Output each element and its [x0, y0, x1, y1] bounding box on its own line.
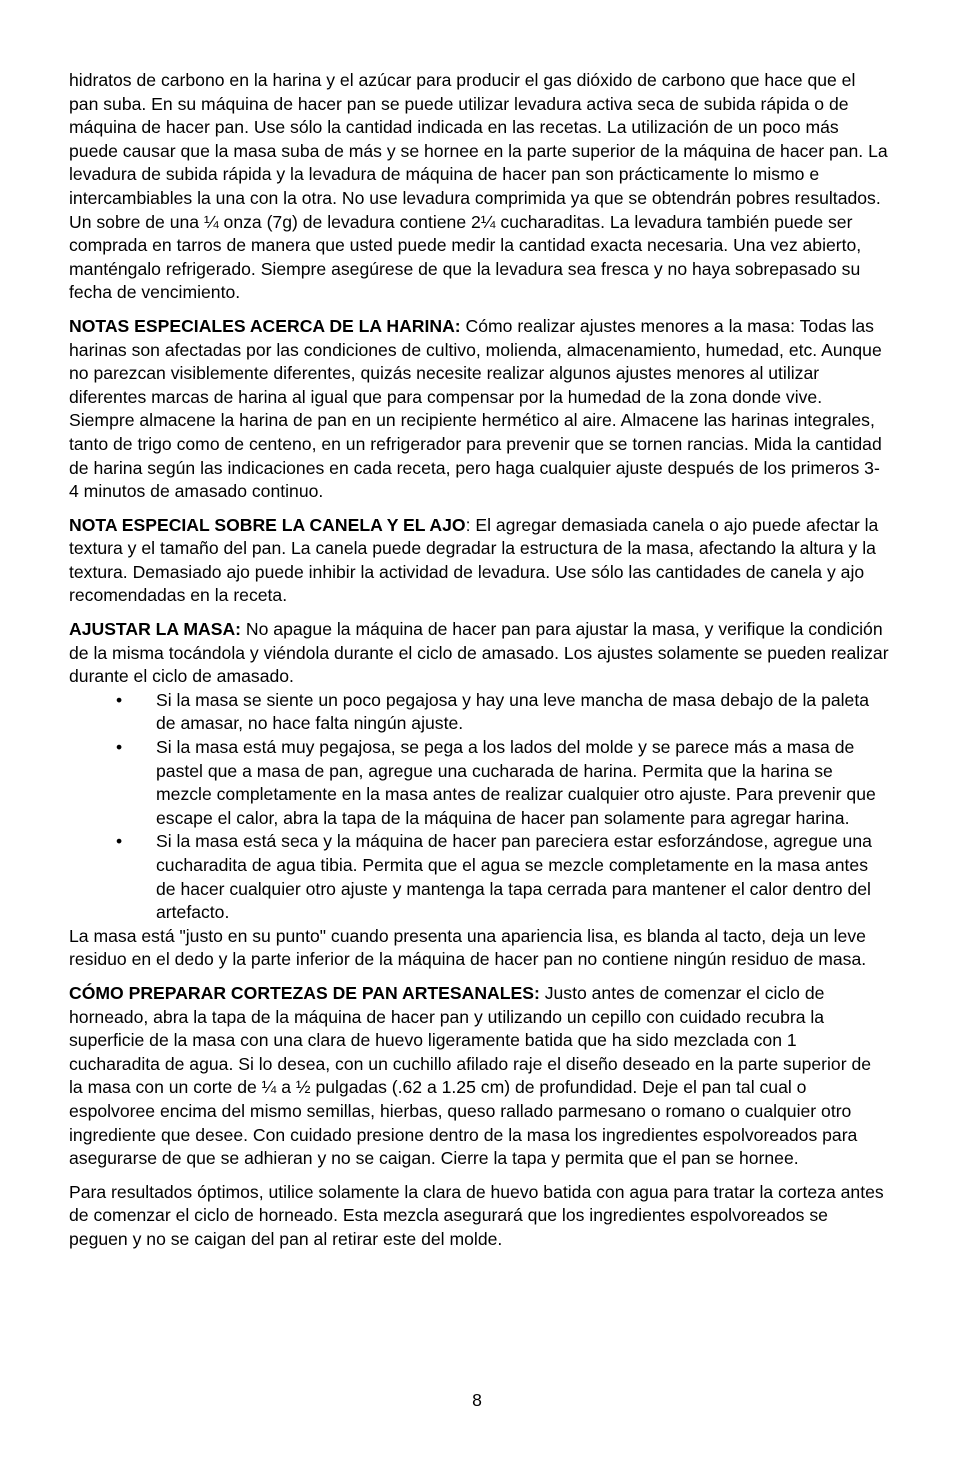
manual-page-body	[69, 69, 889, 1262]
section-harina	[69, 315, 889, 504]
section-heading-ajustar-masa: AJUSTAR LA MASA:	[69, 619, 242, 640]
section-heading-harina: NOTAS ESPECIALES ACERCA DE LA HARINA:	[69, 315, 461, 336]
section-body-harina: Cómo realizar ajustes menores a la masa: Todas las harinas son afectadas por las condiciones de cultivo, molienda, almacenamiento, humedad, etc. Aunque no parezcan visiblemente diferentes, quizás necesite realizar algunos ajustes menores al utilizar diferentes marcas de harina al igual que para compensar por la humedad de la zona donde vive. Siempre almacene la harina de pan en un recipiente hermético al aire. Almacene las harinas integrales, tanto de trigo como de centeno, en un refrigerador para prevenir que se tornen rancias. Mida la cantidad de harina según las indicaciones en cada receta, pero haga cualquier ajuste después de los primeros 3-4 minutos de amasado continuo.	[69, 315, 882, 502]
list-item-text: Si la masa está seca y la máquina de hacer pan pareciera estar esforzándose, agregue una cucharadita de agua tibia. Permita que el agua se mezcle completamente en la masa antes de hacer cualquier otro ajuste y mantenga la tapa cerrada para mantener el calor dentro del artefacto.	[156, 831, 872, 923]
paragraph-resultados-optimos: Para resultados óptimos, utilice solamente la clara de huevo batida con agua para tratar la corteza antes de comenzar el ciclo de horneado. Esta mezcla asegurará que los ingredientes espolvoreados se peguen y no se caigan del pan al retirar este del molde.	[69, 1181, 884, 1249]
list-item	[69, 830, 889, 924]
list-item	[69, 736, 889, 830]
bullet-list-ajustes	[69, 689, 889, 925]
section-body-canela-ajo: : El agregar demasiada canela o ajo puede afectar la textura y el tamaño del pan. La canela puede degradar la estructura de la masa, afectando la altura y la textura. Demasiado ajo puede inhibir la actividad de levadura. Use sólo las cantidades de canela y ajo recomendadas en la receta.	[69, 514, 879, 606]
paragraph-levadura: hidratos de carbono en la harina y el azúcar para producir el gas dióxido de carbono que hace que el pan suba. En su máquina de hacer pan se puede utilizar levadura activa seca de subida rápida o de máquina de hacer pan. Use sólo la cantidad indicada en las recetas. La utilización de un poco más puede causar que la masa suba de más y se hornee en la parte superior de la máquina de hacer pan. La levadura de subida rápida y la levadura de máquina de hacer pan son prácticamente lo mismo e intercambiables la una con la otra. No use levadura comprimida ya que se obtendrán pobres resultados. Un sobre de una ¼ onza (7g) de levadura contiene 2¼ cucharaditas. La levadura también puede ser comprada en tarros de manera que usted puede medir la cantidad exacta necesaria. Una vez abierto, manténgalo refrigerado. Siempre asegúrese de que la levadura sea fresca y no haya sobrepasado su fecha de vencimiento.	[69, 70, 888, 303]
bullet-marker: •	[116, 737, 123, 758]
section-cortezas-artesanales	[69, 982, 889, 1171]
list-item-text: Si la masa se siente un poco pegajosa y hay una leve mancha de masa debajo de la paleta de amasar, no hace falta ningún ajuste.	[156, 689, 870, 734]
page-number: 8	[472, 1390, 482, 1410]
section-body-cortezas: Justo antes de comenzar el ciclo de horneado, abra la tapa de la máquina de hacer pan y utilizando un cepillo con cuidado recubra la superficie de la masa con una clara de huevo ligeramente batida que ha sido mezclada con 1 cucharadita de agua. Si lo desea, con un cuchillo afilado raje el diseño deseado en la parte superior de la masa con un corte de ¼ a ½ pulgadas (.62 a 1.25 cm) de profundidad. Deje el pan tal cual o espolvoree encima del mismo semillas, hierbas, queso rallado parmesano o romano o cualquier otro ingrediente que desee. Con cuidado presione dentro de la masa los ingredientes espolvoreados para asegurarse de que se adhieran y no se caigan. Cierre la tapa y permita que el pan se hornee.	[69, 982, 872, 1169]
section-body-ajustar-masa: No apague la máquina de hacer pan para ajustar la masa, y verifique la condición de la misma tocándola y viéndola durante el ciclo de amasado. Los ajustes solamente se pueden realizar durante el ciclo de amasado.	[69, 619, 889, 687]
section-canela-ajo	[69, 514, 889, 608]
list-item-text: Si la masa está muy pegajosa, se pega a los lados del molde y se parece más a masa de pastel que a masa de pan, agregue una cucharada de harina. Permita que la harina se mezcle completamente en la masa antes de realizar cualquier otro ajuste. Para prevenir que escape el calor, abra la tapa de la máquina de hacer pan solamente para agregar harina.	[156, 737, 876, 828]
section-heading-canela-ajo: NOTA ESPECIAL SOBRE LA CANELA Y EL AJO	[69, 514, 466, 535]
paragraph-masa-en-su-punto: La masa está "justo en su punto" cuando presenta una apariencia lisa, es blanda al tacto, deja un leve residuo en el dedo y la parte inferior de la máquina de hacer pan no contiene ningún residuo de masa.	[69, 925, 867, 970]
section-heading-cortezas: CÓMO PREPARAR CORTEZAS DE PAN ARTESANALES:	[69, 982, 540, 1003]
section-ajustar-masa	[69, 618, 889, 689]
list-item	[69, 689, 889, 736]
bullet-marker: •	[116, 689, 123, 710]
bullet-marker: •	[116, 831, 123, 852]
